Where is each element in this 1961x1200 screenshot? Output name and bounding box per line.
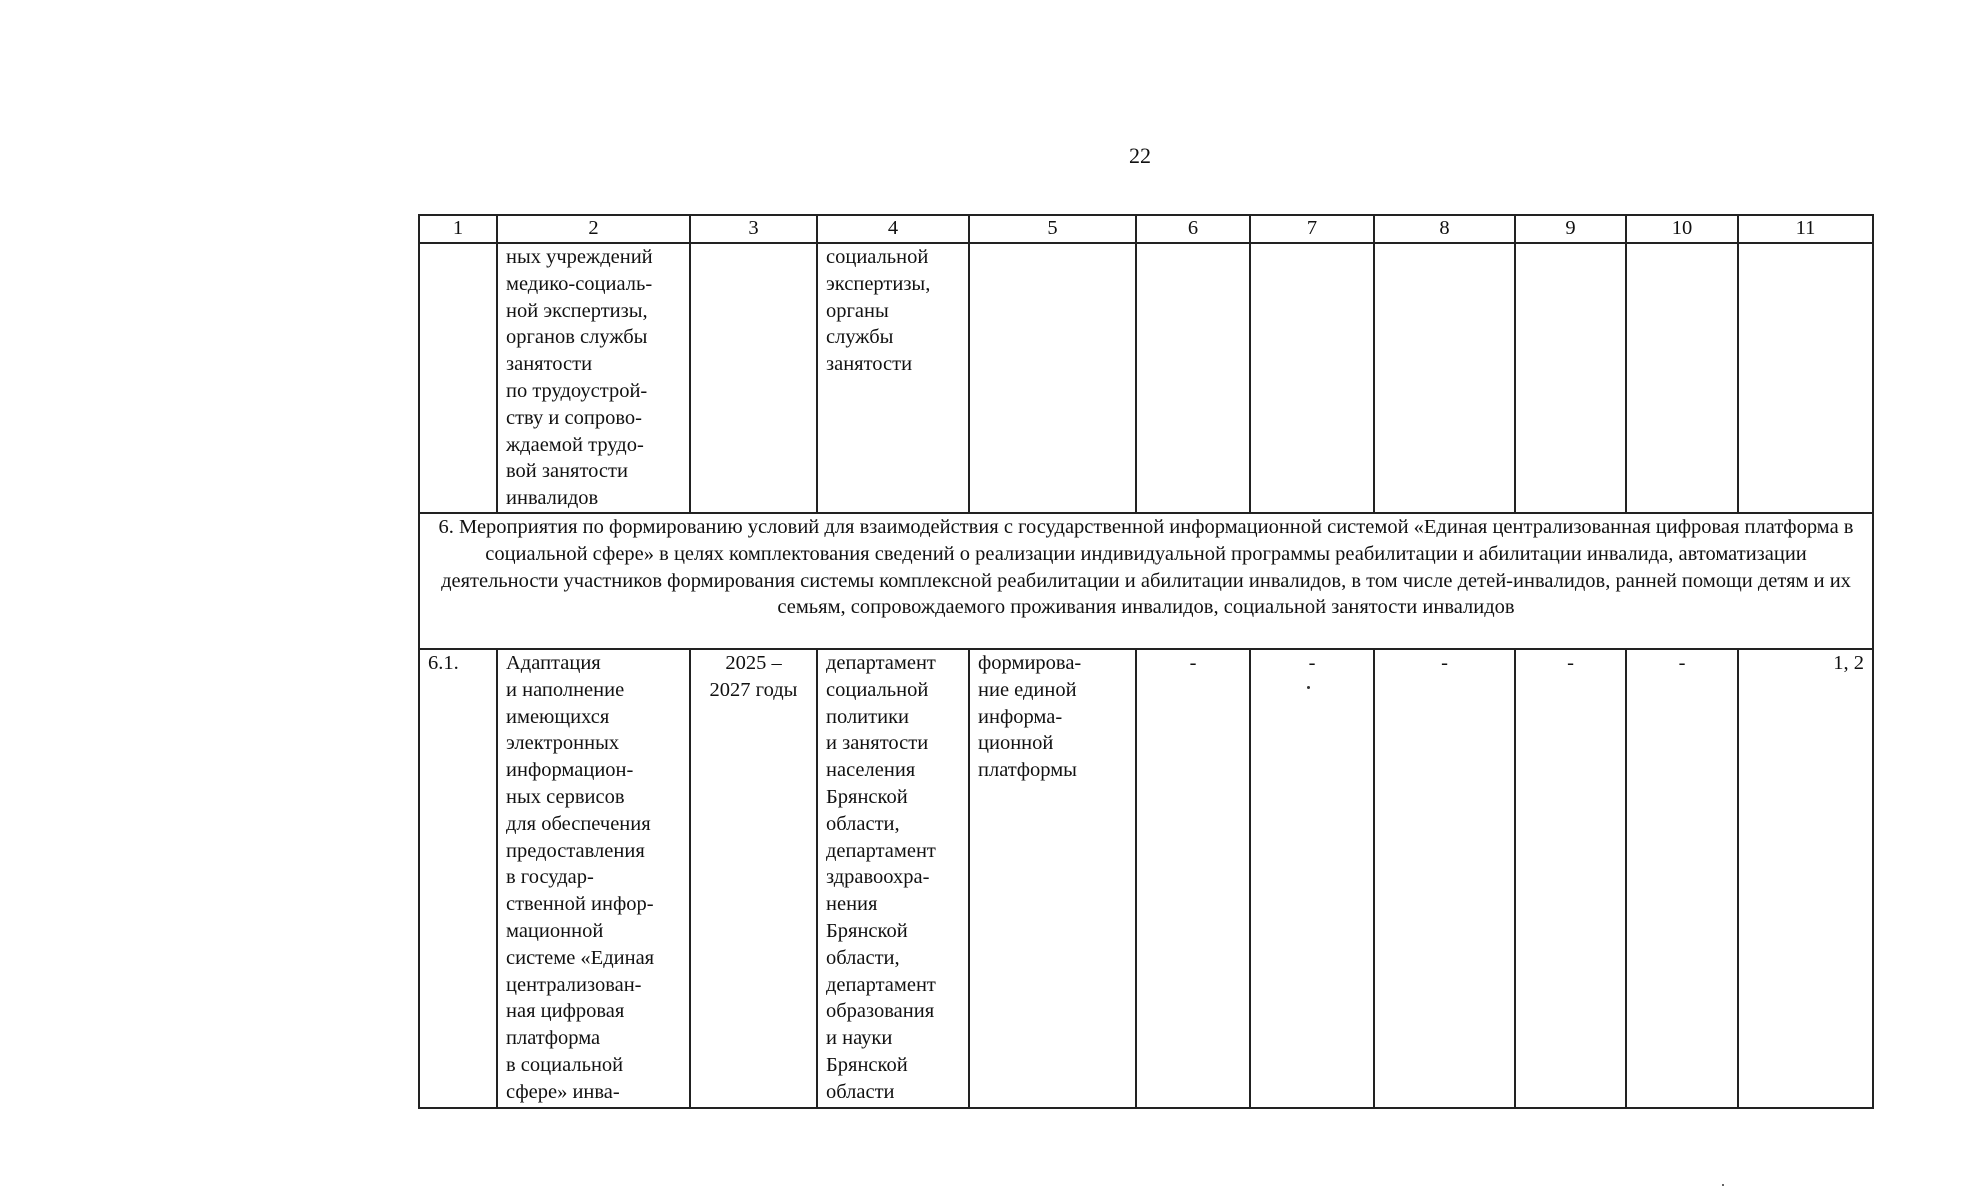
column-number-cell: 9: [1515, 215, 1626, 243]
value-cell: -: [1250, 649, 1374, 1108]
column-number-cell: 2: [497, 215, 690, 243]
column-number-cell: 3: [690, 215, 817, 243]
table-cell: [1136, 243, 1250, 513]
table-cell: [969, 243, 1136, 513]
continuation-row: [419, 243, 1873, 513]
value-cell: -: [1626, 649, 1738, 1108]
table-cell: [1515, 243, 1626, 513]
table-cell: [1374, 243, 1515, 513]
scan-speck: [1722, 1184, 1724, 1186]
column-number-cell: 6: [1136, 215, 1250, 243]
column-number-cell: 8: [1374, 215, 1515, 243]
section-heading: 6. Мероприятия по формированию условий для взаимодействия с государственной информационной системой «Единая централизованная цифровая платформа в социальной сфере» в целях комплектования сведений о реализации индивидуальной программы реабилитации и абилитации инвалида, автоматизации деятельности участников формирования системы комплексной реабилитации и абилитации инвалидов, в том числе детей-инвалидов, ранней помощи детям и их семьям, сопровождаемого проживания инвалидов, социальной занятости инвалидов: [419, 513, 1873, 649]
value-cell: -: [1515, 649, 1626, 1108]
executors-cell: департамент социальной политики и занятости населения Брянской области, департамент здравоохра- нения Брянской области, департамент образования и науки Брянской области: [817, 649, 969, 1108]
measures-table: [418, 214, 1874, 1109]
table-cell: [419, 243, 497, 513]
result-cell: формирова- ние единой информа- ционной платформы: [969, 649, 1136, 1108]
column-number-cell: 4: [817, 215, 969, 243]
table-cell: [690, 243, 817, 513]
column-number-row: [419, 215, 1873, 243]
page-number: 22: [1129, 143, 1151, 168]
table-cell: [1250, 243, 1374, 513]
activity-cell: Адаптация и наполнение имеющихся электронных информацион- ных сервисов для обеспечения предоставления в государ- ственной инфор- мационной системе «Единая централизован- ная цифровая платформа в социальной сфере» инва-: [497, 649, 690, 1108]
column-number-cell: 11: [1738, 215, 1873, 243]
scan-speck: [1307, 686, 1310, 689]
column-number-cell: 7: [1250, 215, 1374, 243]
activity-cell: ных учреждений медико-социаль- ной экспертизы, органов службы занятости по трудоустрой- ству и сопрово- ждаемой трудо- вой занятости инвалидов: [497, 243, 690, 513]
period-cell: 2025 – 2027 годы: [690, 649, 817, 1108]
value-cell: -: [1374, 649, 1515, 1108]
table-cell: [1626, 243, 1738, 513]
reference-cell: 1, 2: [1738, 649, 1873, 1108]
column-number-cell: 10: [1626, 215, 1738, 243]
section-heading-row: [419, 513, 1873, 649]
executors-cell: социальной экспертизы, органы службы занятости: [817, 243, 969, 513]
value-cell: -: [1136, 649, 1250, 1108]
table-row: [419, 649, 1873, 1108]
column-number-cell: 1: [419, 215, 497, 243]
column-number-cell: 5: [969, 215, 1136, 243]
table-cell: [1738, 243, 1873, 513]
item-number: 6.1.: [419, 649, 497, 1108]
